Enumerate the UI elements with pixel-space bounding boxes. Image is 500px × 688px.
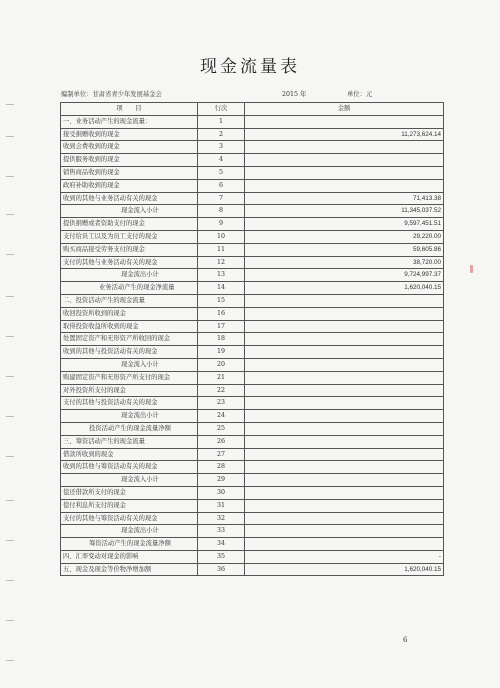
amount-cell [245, 346, 444, 359]
scan-margin-mark [6, 376, 14, 377]
line-number-cell: 28 [198, 461, 245, 474]
scan-margin-mark [6, 176, 14, 177]
amount-cell [245, 512, 444, 525]
item-cell: 支付的其他与投资活动有关的现金 [61, 397, 198, 410]
amount-cell: 29,220.00 [245, 230, 444, 243]
line-number-cell: 17 [198, 320, 245, 333]
item-cell: 收到会费收到的现金 [61, 141, 198, 154]
table-row [61, 435, 444, 448]
item-cell: 对外投资所支付的现金 [61, 384, 198, 397]
amount-column-header: 金额 [245, 103, 444, 116]
amount-cell: 9,724,997.37 [245, 269, 444, 282]
table-header-row [61, 103, 444, 116]
amount-cell: 59,605.86 [245, 243, 444, 256]
line-number-cell: 31 [198, 499, 245, 512]
table-row [61, 256, 444, 269]
line-number-cell: 27 [198, 448, 245, 461]
amount-cell [245, 371, 444, 384]
amount-cell: 1,620,040.15 [245, 282, 444, 295]
item-cell: 偿还借款所支付的现金 [61, 486, 198, 499]
scan-margin-mark [6, 296, 14, 297]
amount-cell: 38,720.00 [245, 256, 444, 269]
line-number-cell: 8 [198, 205, 245, 218]
item-cell: 取得投资收益所收到的现金 [61, 320, 198, 333]
table-row [61, 230, 444, 243]
amount-cell [245, 141, 444, 154]
table-row [61, 397, 444, 410]
scan-margin-mark [6, 500, 14, 501]
table-row [61, 346, 444, 359]
line-number-cell: 9 [198, 218, 245, 231]
amount-cell [245, 307, 444, 320]
amount-cell: 11,345,037.52 [245, 205, 444, 218]
line-number-cell: 12 [198, 256, 245, 269]
cash-flow-table [60, 102, 444, 576]
line-number-cell: 5 [198, 166, 245, 179]
preparing-organization: 编制单位：甘肃省青少年发展基金会 [61, 91, 162, 98]
item-cell: 支付的其他与筹资活动有关的现金 [61, 512, 198, 525]
amount-cell [245, 397, 444, 410]
amount-cell [245, 435, 444, 448]
item-cell: 五、现金及现金等价物净增加额 [61, 563, 198, 576]
item-cell: 现金流入小计 [61, 205, 198, 218]
amount-cell [245, 410, 444, 423]
red-ink-mark [470, 265, 473, 273]
amount-cell [245, 538, 444, 551]
table-row [61, 448, 444, 461]
table-row [61, 282, 444, 295]
table-row [61, 166, 444, 179]
amount-cell: - [245, 550, 444, 563]
item-cell: 偿付利息所支付的现金 [61, 499, 198, 512]
item-cell: 现金流出小计 [61, 525, 198, 538]
line-number-cell: 13 [198, 269, 245, 282]
item-cell: 支付的其他与业务活动有关的现金 [61, 256, 198, 269]
item-cell: 业务活动产生的现金净流量 [61, 282, 198, 295]
line-number-cell: 4 [198, 154, 245, 167]
table-row [61, 410, 444, 423]
amount-cell [245, 358, 444, 371]
amount-cell [245, 384, 444, 397]
amount-cell [245, 448, 444, 461]
table-row [61, 422, 444, 435]
scan-margin-mark [6, 620, 14, 621]
amount-cell: 71,413.38 [245, 192, 444, 205]
item-cell: 三、筹资活动产生的现金流量 [61, 435, 198, 448]
scan-margin-mark [6, 336, 14, 337]
item-cell: 收到的其他与业务活动有关的现金 [61, 192, 198, 205]
line-number-cell: 30 [198, 486, 245, 499]
table-row [61, 205, 444, 218]
item-cell: 政府补助收到的现金 [61, 179, 198, 192]
amount-cell [245, 166, 444, 179]
scan-margin-mark [6, 540, 14, 541]
item-cell: 处置固定资产和无形资产所收回的现金 [61, 333, 198, 346]
amount-cell [245, 461, 444, 474]
table-row [61, 563, 444, 576]
item-cell: 现金流入小计 [61, 358, 198, 371]
table-row [61, 192, 444, 205]
line-number-cell: 2 [198, 128, 245, 141]
scan-margin-mark [6, 416, 14, 417]
amount-cell: 1,620,040.15 [245, 563, 444, 576]
amount-cell [245, 115, 444, 128]
line-number-cell: 11 [198, 243, 245, 256]
scan-margin-mark [6, 580, 14, 581]
amount-cell: 11,273,624.14 [245, 128, 444, 141]
line-number-cell: 21 [198, 371, 245, 384]
table-row [61, 115, 444, 128]
amount-cell [245, 474, 444, 487]
item-cell: 支付给员工以及为员工支付的现金 [61, 230, 198, 243]
item-cell: 购建固定资产和无形资产所支付的现金 [61, 371, 198, 384]
scan-margin-mark [6, 214, 14, 215]
table-row [61, 550, 444, 563]
scan-margin-mark [6, 136, 14, 137]
line-number-cell: 18 [198, 333, 245, 346]
table-row [61, 154, 444, 167]
page-number: 6 [403, 636, 408, 644]
line-number-cell: 16 [198, 307, 245, 320]
item-cell: 提供捐赠或者资助支付的现金 [61, 218, 198, 231]
item-cell: 现金流出小计 [61, 410, 198, 423]
line-number-cell: 33 [198, 525, 245, 538]
line-number-cell: 25 [198, 422, 245, 435]
line-number-cell: 20 [198, 358, 245, 371]
scan-margin-mark [6, 254, 14, 255]
amount-cell [245, 333, 444, 346]
table-row [61, 294, 444, 307]
line-number-cell: 29 [198, 474, 245, 487]
table-row [61, 486, 444, 499]
line-number-cell: 7 [198, 192, 245, 205]
table-row [61, 179, 444, 192]
table-row [61, 371, 444, 384]
item-cell: 销售商品收到的现金 [61, 166, 198, 179]
line-number-cell: 10 [198, 230, 245, 243]
line-number-cell: 35 [198, 550, 245, 563]
item-cell: 收到的其他与筹资活动有关的现金 [61, 461, 198, 474]
amount-cell [245, 499, 444, 512]
item-cell: 一、业务活动产生的现金流量： [61, 115, 198, 128]
table-row [61, 474, 444, 487]
table-row [61, 141, 444, 154]
table-row [61, 512, 444, 525]
scan-margin-mark [6, 660, 14, 661]
table-row [61, 307, 444, 320]
amount-cell [245, 422, 444, 435]
item-cell: 提供服务收到的现金 [61, 154, 198, 167]
amount-cell [245, 486, 444, 499]
amount-cell [245, 294, 444, 307]
line-number-cell: 23 [198, 397, 245, 410]
item-cell: 接受捐赠收到的现金 [61, 128, 198, 141]
line-number-cell: 19 [198, 346, 245, 359]
report-year: 2015 年 [282, 91, 307, 98]
amount-cell: 9,597,451.51 [245, 218, 444, 231]
line-number-cell: 3 [198, 141, 245, 154]
line-number-column-header: 行次 [198, 103, 245, 116]
document-title: 现金流量表 [200, 57, 300, 77]
table-row [61, 218, 444, 231]
table-row [61, 538, 444, 551]
line-number-cell: 32 [198, 512, 245, 525]
table-row [61, 525, 444, 538]
item-cell: 现金流入小计 [61, 474, 198, 487]
table-row [61, 384, 444, 397]
item-cell: 四、汇率变动对现金的影响 [61, 550, 198, 563]
line-number-cell: 1 [198, 115, 245, 128]
item-column-header: 项 目 [61, 103, 198, 116]
table-row [61, 499, 444, 512]
amount-cell [245, 179, 444, 192]
amount-cell [245, 525, 444, 538]
table-row [61, 128, 444, 141]
amount-cell [245, 320, 444, 333]
item-cell: 二、投资活动产生的现金流量 [61, 294, 198, 307]
item-cell: 现金流出小计 [61, 269, 198, 282]
line-number-cell: 36 [198, 563, 245, 576]
line-number-cell: 34 [198, 538, 245, 551]
item-cell: 购买商品接受劳务支付的现金 [61, 243, 198, 256]
line-number-cell: 24 [198, 410, 245, 423]
amount-cell [245, 154, 444, 167]
item-cell: 筹资活动产生的现金流量净额 [61, 538, 198, 551]
scan-margin-mark [6, 104, 14, 105]
table-row [61, 269, 444, 282]
table-row [61, 243, 444, 256]
item-cell: 收到的其他与投资活动有关的现金 [61, 346, 198, 359]
line-number-cell: 6 [198, 179, 245, 192]
line-number-cell: 14 [198, 282, 245, 295]
line-number-cell: 26 [198, 435, 245, 448]
scan-margin-mark [6, 456, 14, 457]
currency-unit: 单位：元 [347, 91, 373, 98]
line-number-cell: 15 [198, 294, 245, 307]
item-cell: 收回投资所收到的现金 [61, 307, 198, 320]
line-number-cell: 22 [198, 384, 245, 397]
table-row [61, 461, 444, 474]
item-cell: 投资活动产生的现金流量净额 [61, 422, 198, 435]
item-cell: 借款所收到的现金 [61, 448, 198, 461]
table-row [61, 333, 444, 346]
table-row [61, 358, 444, 371]
table-row [61, 320, 444, 333]
